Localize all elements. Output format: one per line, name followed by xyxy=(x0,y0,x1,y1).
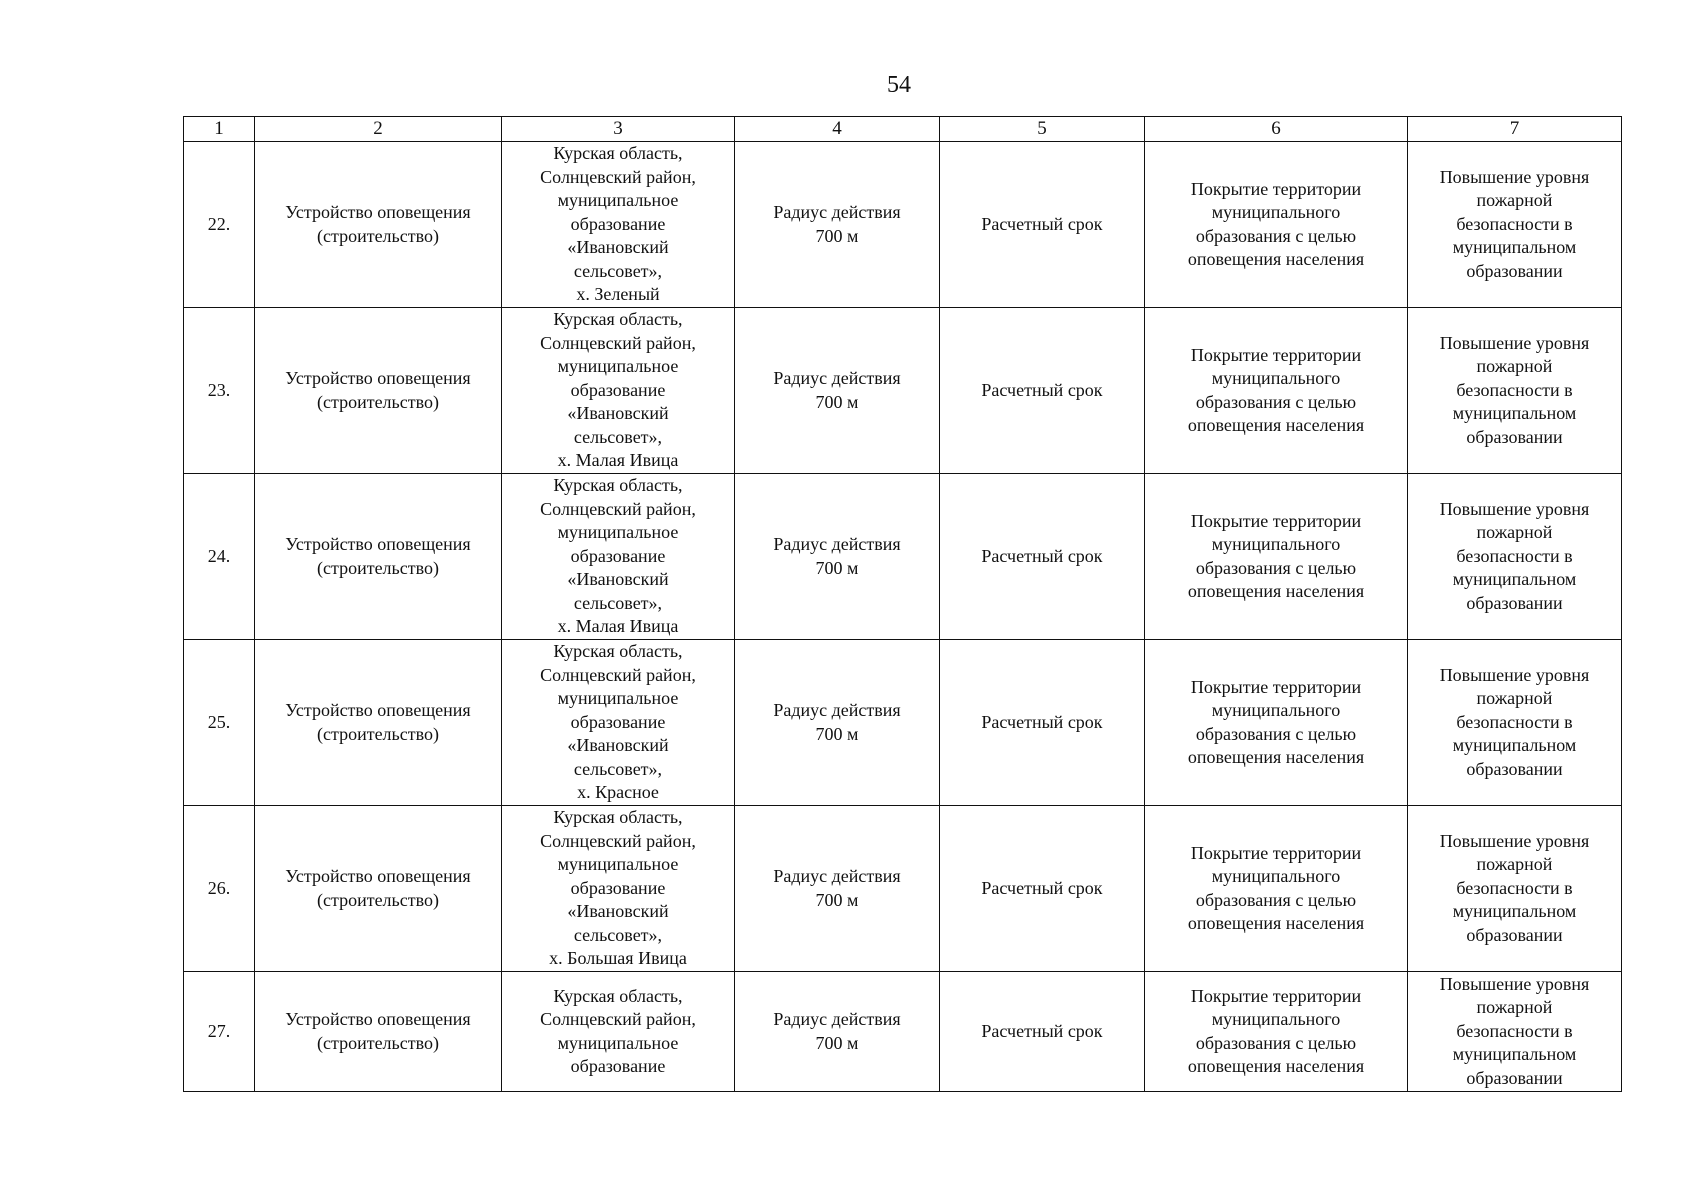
table-row xyxy=(184,806,1622,972)
address-cell: Курская область, Солнцевский район, муниципальное образование «Ивановский сельсовет», х. Красное xyxy=(502,640,735,806)
row-number: 25. xyxy=(184,640,255,806)
effect-cell: Повышение уровня пожарной безопасности в муниципальном образовании xyxy=(1408,972,1622,1092)
effect-cell: Повышение уровня пожарной безопасности в муниципальном образовании xyxy=(1408,142,1622,308)
column-header: 1 xyxy=(184,117,255,142)
row-number: 24. xyxy=(184,474,255,640)
table-row xyxy=(184,474,1622,640)
column-header: 5 xyxy=(940,117,1145,142)
table-row xyxy=(184,640,1622,806)
page-number: 54 xyxy=(887,72,911,98)
row-number: 26. xyxy=(184,806,255,972)
column-header: 3 xyxy=(502,117,735,142)
purpose-cell: Покрытие территории муниципального образования с целью оповещения населения xyxy=(1145,806,1408,972)
column-header: 7 xyxy=(1408,117,1622,142)
address-cell: Курская область, Солнцевский район, муниципальное образование «Ивановский сельсовет», х. Малая Ивица xyxy=(502,474,735,640)
parameter-cell: Радиус действия 700 м xyxy=(735,308,940,474)
object-cell: Устройство оповещения (строительство) xyxy=(255,308,502,474)
row-number: 22. xyxy=(184,142,255,308)
effect-cell: Повышение уровня пожарной безопасности в муниципальном образовании xyxy=(1408,640,1622,806)
address-cell: Курская область, Солнцевский район, муниципальное образование «Ивановский сельсовет», х. Большая Ивица xyxy=(502,806,735,972)
term-cell: Расчетный срок xyxy=(940,972,1145,1092)
parameter-cell: Радиус действия 700 м xyxy=(735,806,940,972)
address-cell: Курская область, Солнцевский район, муниципальное образование «Ивановский сельсовет», х. Зеленый xyxy=(502,142,735,308)
table-row xyxy=(184,972,1622,1092)
term-cell: Расчетный срок xyxy=(940,474,1145,640)
object-cell: Устройство оповещения (строительство) xyxy=(255,806,502,972)
purpose-cell: Покрытие территории муниципального образования с целью оповещения населения xyxy=(1145,142,1408,308)
purpose-cell: Покрытие территории муниципального образования с целью оповещения населения xyxy=(1145,474,1408,640)
effect-cell: Повышение уровня пожарной безопасности в муниципальном образовании xyxy=(1408,308,1622,474)
column-header: 4 xyxy=(735,117,940,142)
column-header: 2 xyxy=(255,117,502,142)
row-number: 23. xyxy=(184,308,255,474)
purpose-cell: Покрытие территории муниципального образования с целью оповещения населения xyxy=(1145,308,1408,474)
parameter-cell: Радиус действия 700 м xyxy=(735,640,940,806)
purpose-cell: Покрытие территории муниципального образования с целью оповещения населения xyxy=(1145,972,1408,1092)
effect-cell: Повышение уровня пожарной безопасности в муниципальном образовании xyxy=(1408,806,1622,972)
object-cell: Устройство оповещения (строительство) xyxy=(255,142,502,308)
term-cell: Расчетный срок xyxy=(940,142,1145,308)
term-cell: Расчетный срок xyxy=(940,308,1145,474)
table-header-row xyxy=(184,117,1622,142)
object-cell: Устройство оповещения (строительство) xyxy=(255,972,502,1092)
term-cell: Расчетный срок xyxy=(940,640,1145,806)
parameter-cell: Радиус действия 700 м xyxy=(735,972,940,1092)
purpose-cell: Покрытие территории муниципального образования с целью оповещения населения xyxy=(1145,640,1408,806)
column-header: 6 xyxy=(1145,117,1408,142)
object-cell: Устройство оповещения (строительство) xyxy=(255,640,502,806)
measures-table xyxy=(183,116,1622,1092)
object-cell: Устройство оповещения (строительство) xyxy=(255,474,502,640)
row-number: 27. xyxy=(184,972,255,1092)
address-cell: Курская область, Солнцевский район, муниципальное образование xyxy=(502,972,735,1092)
table-row xyxy=(184,308,1622,474)
parameter-cell: Радиус действия 700 м xyxy=(735,474,940,640)
address-cell: Курская область, Солнцевский район, муниципальное образование «Ивановский сельсовет», х. Малая Ивица xyxy=(502,308,735,474)
parameter-cell: Радиус действия 700 м xyxy=(735,142,940,308)
effect-cell: Повышение уровня пожарной безопасности в муниципальном образовании xyxy=(1408,474,1622,640)
table-row xyxy=(184,142,1622,308)
term-cell: Расчетный срок xyxy=(940,806,1145,972)
